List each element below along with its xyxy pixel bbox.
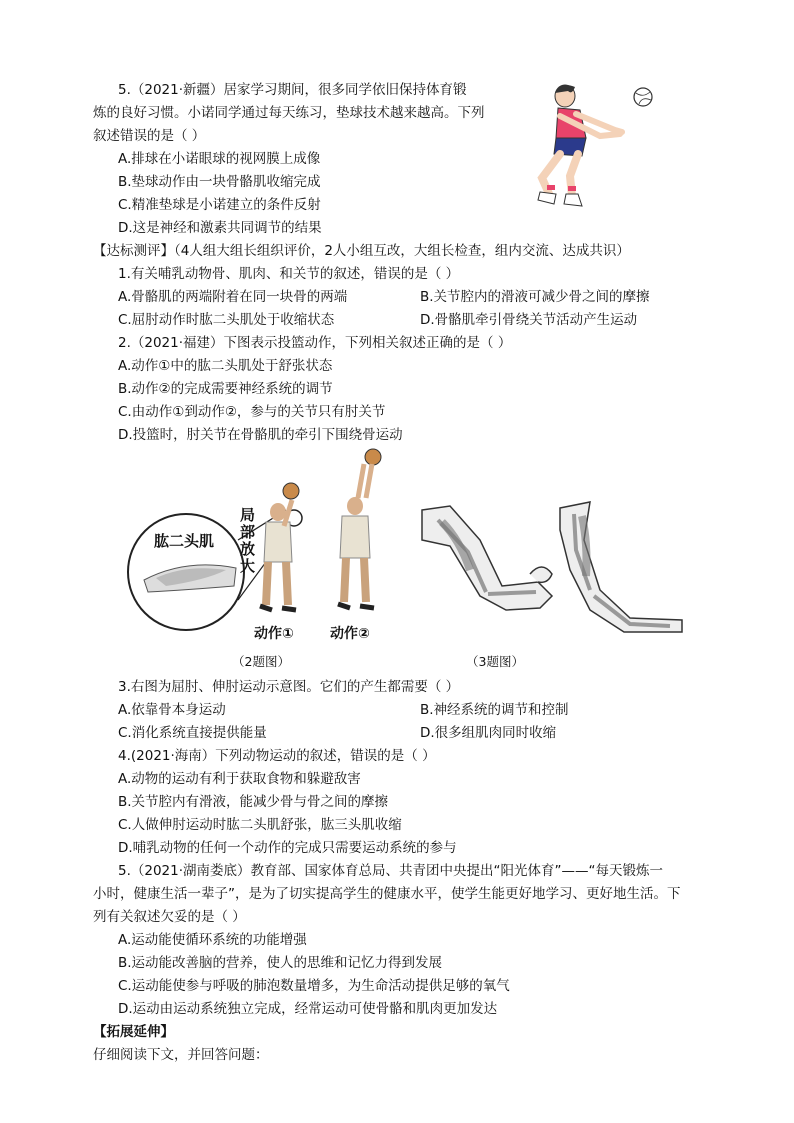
svg-text:放: 放 bbox=[240, 540, 256, 558]
section-extend-heading: 【拓展延伸】 bbox=[93, 1024, 174, 1040]
q3-stem: 3.右图为屈肘、伸肘运动示意图。它们的产生都需要（ ） bbox=[118, 679, 460, 695]
q5-stem-line2: 小时，健康生活一辈子”，是为了切实提高学生的健康水平，使学生能更好地学习、更好地生活。下 bbox=[93, 886, 681, 902]
q5-top-option-b: B.垫球动作由一块骨骼肌收缩完成 bbox=[118, 174, 321, 190]
q5-stem-line3: 列有关叙述欠妥的是（ ） bbox=[93, 909, 246, 925]
fig2-caption: （2题图） bbox=[232, 654, 290, 669]
arm-flexion-extension-figure bbox=[420, 500, 690, 640]
svg-text:部: 部 bbox=[240, 523, 256, 541]
q5-option-b: B.运动能改善脑的营养，使人的思维和记忆力得到发展 bbox=[118, 955, 443, 971]
q3-option-c: C.消化系统直接提供能量 bbox=[118, 725, 267, 741]
svg-text:局: 局 bbox=[240, 506, 256, 524]
fig2-muscle-label: 肱二头肌 bbox=[154, 532, 215, 550]
volleyball-player-illustration bbox=[520, 78, 670, 213]
q5-option-c: C.运动能使参与呼吸的肺泡数量增多，为生命活动提供足够的氧气 bbox=[118, 978, 510, 994]
q5-top-stem-line2: 炼的良好习惯。小诺同学通过每天练习，垫球技术越来越高。下列 bbox=[93, 105, 485, 121]
q2-stem: 2.（2021·福建）下图表示投篮动作，下列相关叙述正确的是（ ） bbox=[118, 335, 512, 351]
q5-top-option-a: A.排球在小诺眼球的视网膜上成像 bbox=[118, 151, 321, 167]
fig2-action1-label: 动作① bbox=[254, 626, 294, 642]
section-test-heading: 【达标测评】（4人组大组长组织评价，2人小组互改，大组长检查，组内交流、达成共识） bbox=[93, 243, 630, 259]
q4-stem: 4.(2021·海南）下列动物运动的叙述，错误的是（ ） bbox=[118, 748, 436, 764]
q3-option-d: D.很多组肌肉同时收缩 bbox=[420, 725, 557, 741]
q1-option-b: B.关节腔内的滑液可减少骨之间的摩擦 bbox=[420, 289, 650, 305]
q1-option-a: A.骨骼肌的两端附着在同一块骨的两端 bbox=[118, 289, 348, 305]
fig2-zoom-label bbox=[240, 506, 255, 575]
q2-option-a: A.动作①中的肱二头肌处于舒张状态 bbox=[118, 358, 333, 374]
q1-option-d: D.骨骼肌牵引骨绕关节活动产生运动 bbox=[420, 312, 638, 328]
fig2-action2-label: 动作② bbox=[330, 626, 370, 642]
q5-top-option-d: D.这是神经和激素共同调节的结果 bbox=[118, 220, 322, 236]
q5-stem-line1: 5.（2021·湖南娄底）教育部、国家体育总局、共青团中央提出“阳光体育”——“每天锻炼一 bbox=[118, 863, 664, 879]
q5-option-d: D.运动由运动系统独立完成，经常运动可使骨骼和肌肉更加发达 bbox=[118, 1001, 498, 1017]
q5-top-stem-line3: 叙述错误的是（ ） bbox=[93, 128, 206, 144]
q4-option-b: B.关节腔内有滑液，能减少骨与骨之间的摩擦 bbox=[118, 794, 389, 810]
q5-option-a: A.运动能使循环系统的功能增强 bbox=[118, 932, 307, 948]
basketball-shooting-figure bbox=[126, 440, 416, 645]
q1-stem: 1.有关哺乳动物骨、肌肉、和关节的叙述，错误的是（ ） bbox=[118, 266, 460, 282]
svg-text:大: 大 bbox=[240, 557, 256, 575]
q2-option-c: C.由动作①到动作②，参与的关节只有肘关节 bbox=[118, 404, 386, 420]
q5-top-option-c: C.精准垫球是小诺建立的条件反射 bbox=[118, 197, 321, 213]
q3-option-b: B.神经系统的调节和控制 bbox=[420, 702, 569, 718]
q5-top-stem-line1: 5.（2021·新疆）居家学习期间，很多同学依旧保持体育锻 bbox=[118, 82, 467, 98]
q4-option-c: C.人做伸肘运动时肱二头肌舒张，肱三头肌收缩 bbox=[118, 817, 402, 833]
q4-option-a: A.动物的运动有利于获取食物和躲避敌害 bbox=[118, 771, 361, 787]
fig3-caption: （3题图） bbox=[466, 654, 524, 669]
q3-option-a: A.依靠骨本身运动 bbox=[118, 702, 226, 718]
q4-option-d: D.哺乳动物的任何一个动作的完成只需要运动系统的参与 bbox=[118, 840, 457, 856]
q1-option-c: C.屈肘动作时肱二头肌处于收缩状态 bbox=[118, 312, 335, 328]
q2-option-b: B.动作②的完成需要神经系统的调节 bbox=[118, 381, 333, 397]
read-prompt: 仔细阅读下文，并回答问题： bbox=[93, 1047, 269, 1063]
q2-option-d: D.投篮时，肘关节在骨骼肌的牵引下围绕骨运动 bbox=[118, 427, 403, 443]
